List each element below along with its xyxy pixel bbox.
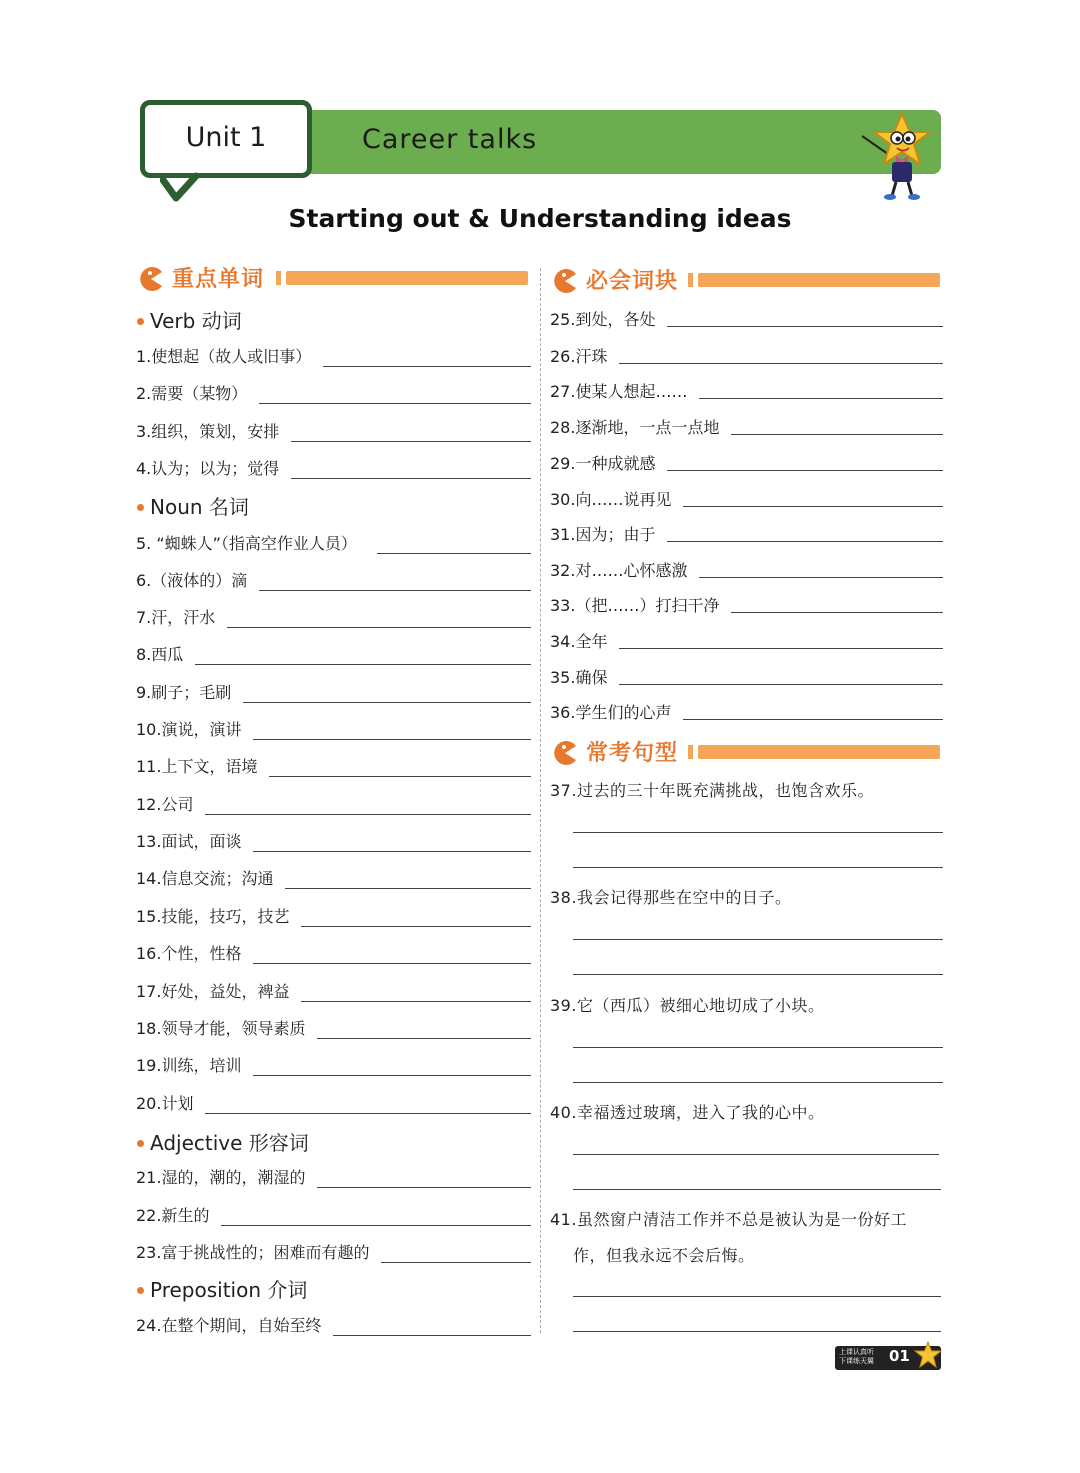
unit-title: Career talks [362, 124, 538, 155]
answer-line[interactable] [683, 506, 943, 507]
answer-line[interactable] [195, 664, 531, 665]
vocabulary-item: 14.信息交流；沟通 [136, 869, 274, 888]
category-preposition [137, 1274, 307, 1303]
star-mascot-icon [858, 110, 940, 202]
answer-line[interactable] [667, 470, 943, 471]
vocabulary-item: 17.好处，益处，裨益 [136, 982, 290, 1001]
answer-line[interactable] [573, 1296, 941, 1297]
section-bar [286, 271, 528, 285]
answer-line[interactable] [573, 1154, 939, 1155]
vocabulary-item: 4.认为；以为；觉得 [136, 459, 280, 478]
answer-line[interactable] [573, 1189, 941, 1190]
vocabulary-item: 5. “蜘蛛人”（指高空作业人员） [136, 534, 357, 553]
answer-line[interactable] [205, 814, 531, 815]
footer-line: 上课认真听 [839, 1348, 874, 1356]
unit-label: Unit 1 [185, 122, 267, 153]
phrase-item: 26.汗珠 [550, 347, 608, 366]
answer-line[interactable] [731, 434, 943, 435]
vocabulary-item: 8.西瓜 [136, 645, 184, 664]
answer-line[interactable] [699, 577, 943, 578]
pacman-icon [138, 266, 164, 292]
bullet-icon [137, 318, 144, 325]
vocabulary-item: 2.需要（某物） [136, 384, 248, 403]
vocabulary-item: 13.面试，面谈 [136, 832, 242, 851]
answer-line[interactable] [573, 1082, 943, 1083]
answer-line[interactable] [227, 627, 531, 628]
answer-line[interactable] [619, 648, 943, 649]
section-header-sentences [552, 738, 940, 768]
vocabulary-item: 24.在整个期间，自始至终 [136, 1316, 322, 1335]
page-subtitle: Starting out & Understanding ideas [288, 204, 792, 233]
sentence-40: 40.幸福透过玻璃，进入了我的心中。 [550, 1103, 825, 1122]
answer-line[interactable] [323, 366, 531, 367]
pacman-icon [552, 740, 578, 766]
answer-line[interactable] [573, 939, 943, 940]
bullet-icon [137, 504, 144, 511]
vocabulary-item: 21.湿的，潮的，潮湿的 [136, 1168, 306, 1187]
answer-line[interactable] [301, 926, 531, 927]
phrase-item: 32.对……心怀感激 [550, 561, 688, 580]
vocabulary-item: 22.新生的 [136, 1206, 210, 1225]
sentence-37: 37.过去的三十年既充满挑战，也饱含欢乐。 [550, 781, 874, 800]
answer-line[interactable] [285, 888, 531, 889]
answer-line[interactable] [221, 1225, 531, 1226]
page-footer [835, 1346, 941, 1370]
page-number: 01 [889, 1347, 910, 1365]
vocabulary-item: 23.富于挑战性的；困难而有趣的 [136, 1243, 370, 1262]
answer-line[interactable] [381, 1262, 531, 1263]
phrase-item: 35.确保 [550, 668, 608, 687]
section-bar [698, 273, 940, 287]
phrase-item: 36.学生们的心声 [550, 703, 672, 722]
answer-line[interactable] [377, 553, 531, 554]
answer-line[interactable] [333, 1335, 531, 1336]
phrase-item: 30.向……说再见 [550, 490, 672, 509]
phrase-item: 31.因为；由于 [550, 525, 656, 544]
footer-slogan [839, 1348, 874, 1366]
bullet-icon [137, 1140, 144, 1147]
sentence-41: 41.虽然窗户清洁工作并不总是被认为是一份好工 [550, 1210, 907, 1229]
star-icon [913, 1340, 943, 1370]
vocabulary-item: 15.技能，技巧，技艺 [136, 907, 290, 926]
answer-line[interactable] [253, 851, 531, 852]
sentence-38: 38.我会记得那些在空中的日子。 [550, 888, 792, 907]
answer-line[interactable] [573, 974, 943, 975]
answer-line[interactable] [317, 1038, 531, 1039]
phrase-item: 27.使某人想起…… [550, 382, 688, 401]
category-label: Noun 名词 [150, 495, 249, 519]
check-icon [160, 172, 200, 206]
answer-line[interactable] [253, 1075, 531, 1076]
vocabulary-item: 20.计划 [136, 1094, 194, 1113]
section-bar [698, 745, 940, 759]
category-label: Adjective 形容词 [150, 1131, 309, 1155]
answer-line[interactable] [683, 719, 943, 720]
pacman-icon [552, 268, 578, 294]
answer-line[interactable] [667, 541, 943, 542]
vocabulary-item: 19.训练，培训 [136, 1056, 242, 1075]
answer-line[interactable] [205, 1113, 531, 1114]
section-header-key-words [138, 264, 528, 294]
phrase-item: 33.（把……）打扫干净 [550, 596, 720, 615]
phrase-item: 34.全年 [550, 632, 608, 651]
answer-line[interactable] [291, 478, 531, 479]
vocabulary-item: 1.使想起（故人或旧事） [136, 347, 312, 366]
phrase-item: 25.到处，各处 [550, 310, 656, 329]
vocabulary-item: 16.个性，性格 [136, 944, 242, 963]
answer-line[interactable] [253, 963, 531, 964]
sentence-39: 39.它（西瓜）被细心地切成了小块。 [550, 996, 825, 1015]
answer-line[interactable] [619, 363, 943, 364]
answer-line[interactable] [253, 739, 531, 740]
vocabulary-item: 3.组织，策划，安排 [136, 422, 280, 441]
vocabulary-item: 11.上下文，语境 [136, 757, 258, 776]
category-label: Verb 动词 [150, 309, 242, 333]
answer-line[interactable] [573, 832, 943, 833]
category-adjective [137, 1127, 309, 1156]
phrase-item: 28.逐渐地，一点一点地 [550, 418, 720, 437]
answer-line[interactable] [667, 326, 943, 327]
answer-line[interactable] [269, 776, 531, 777]
section-title: 常考句型 [586, 741, 679, 766]
section-header-phrases [552, 266, 940, 296]
answer-line[interactable] [301, 1001, 531, 1002]
answer-line[interactable] [619, 684, 943, 685]
answer-line[interactable] [259, 403, 531, 404]
vocabulary-item: 9.刷子；毛刷 [136, 683, 232, 702]
answer-line[interactable] [573, 867, 943, 868]
category-verb [137, 305, 242, 334]
phrase-item: 29.一种成就感 [550, 454, 656, 473]
answer-line[interactable] [243, 702, 531, 703]
vocabulary-item: 6.（液体的）滴 [136, 571, 248, 590]
answer-line[interactable] [259, 590, 531, 591]
answer-line[interactable] [573, 1047, 943, 1048]
category-noun [137, 491, 249, 520]
column-divider [540, 268, 541, 1333]
answer-line[interactable] [699, 398, 943, 399]
section-title: 重点单词 [172, 267, 265, 292]
vocabulary-item: 18.领导才能，领导素质 [136, 1019, 306, 1038]
answer-line[interactable] [573, 1331, 941, 1332]
vocabulary-item: 10.演说，演讲 [136, 720, 242, 739]
unit-label-box [140, 100, 312, 178]
section-title: 必会词块 [586, 269, 679, 294]
answer-line[interactable] [291, 441, 531, 442]
answer-line[interactable] [317, 1187, 531, 1188]
footer-line: 下课练天翼 [839, 1357, 874, 1365]
vocabulary-item: 12.公司 [136, 795, 194, 814]
bullet-icon [137, 1287, 144, 1294]
vocabulary-item: 7.汗，汗水 [136, 608, 216, 627]
answer-line[interactable] [731, 612, 943, 613]
sentence-41-continued: 作，但我永远不会后悔。 [573, 1246, 755, 1265]
category-label: Preposition 介词 [150, 1278, 308, 1302]
